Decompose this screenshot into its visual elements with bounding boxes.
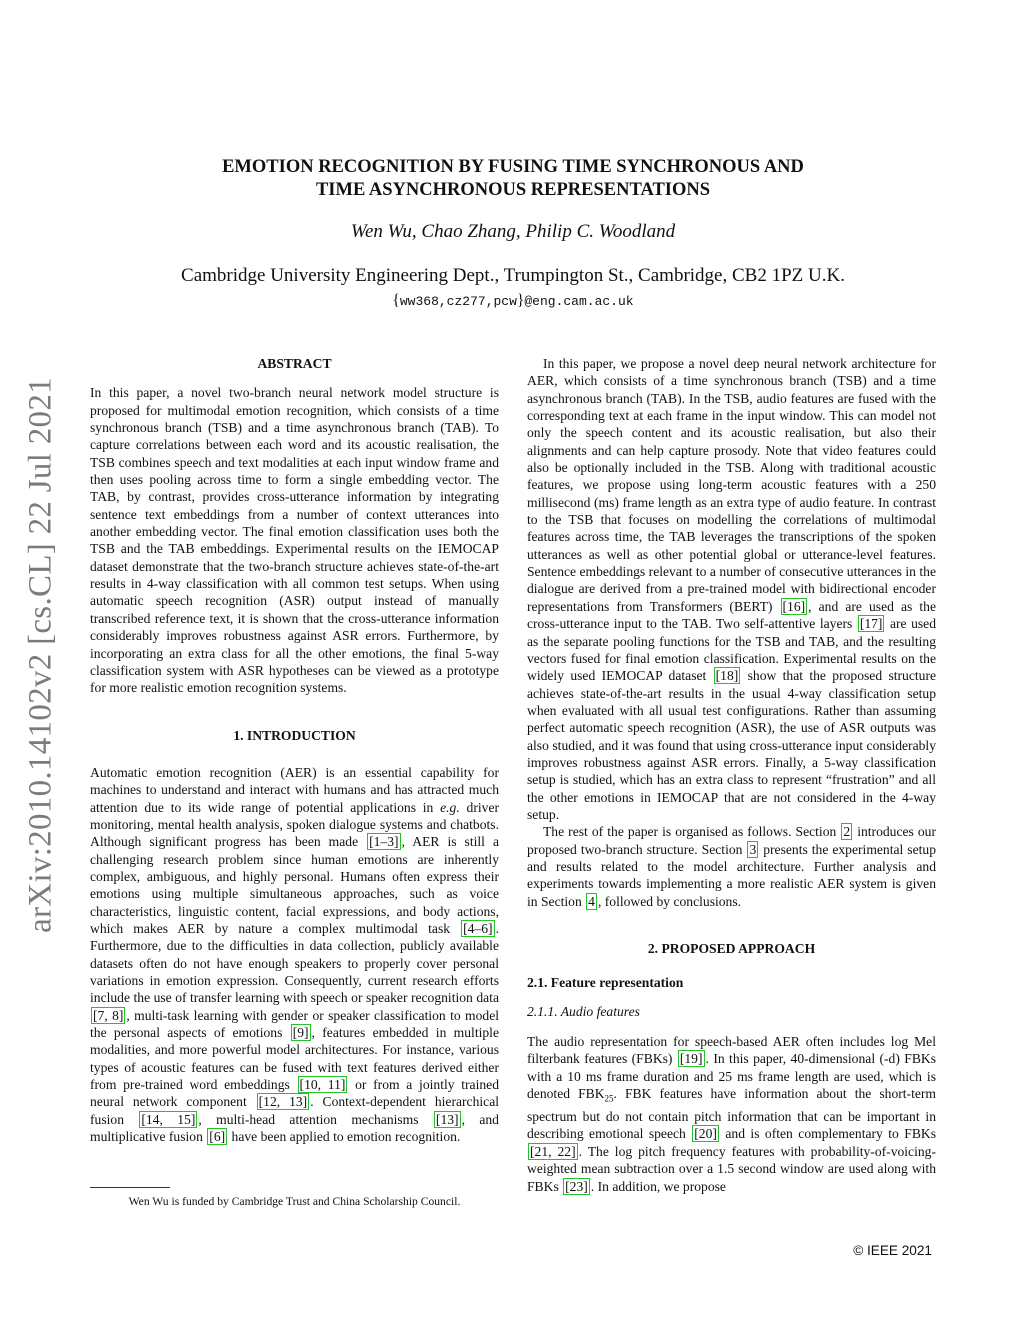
left-column <box>90 355 499 1145</box>
section-2-heading: 2. PROPOSED APPROACH <box>647 941 816 956</box>
intro-text: have been applied to emotion recognition. <box>228 1129 461 1145</box>
body-text: The rest of the paper is organised as follows. Section <box>543 824 841 840</box>
body-text: presents the experimental setup and results related to the model architecture. Further analysis and experiments towards implementing a more realistic AER system is given in Section <box>527 841 936 909</box>
section-link[interactable]: 3 <box>749 841 757 857</box>
subsection-2-1-heading: 2.1. Feature representation <box>527 975 684 991</box>
abstract-heading: ABSTRACT <box>257 356 332 371</box>
outline-paragraph <box>527 823 936 910</box>
intro-text: Automatic emotion recognition (AER) is an essential capability for machines to understand and interact with humans and has attracted much attention due to its wide range of potential applications in <box>90 764 499 815</box>
citation-link[interactable]: [16] <box>782 598 806 614</box>
email-domain: @eng.cam.ac.uk <box>524 294 634 309</box>
citation-link[interactable]: [23] <box>565 1178 588 1194</box>
intro-text: , multi-head attention mechanisms <box>198 1111 433 1127</box>
intro-text: , features embedded in multiple modalities, and more powerful model architectures. For instance, various types of acoustic features can be fused with text features derived either from pre-trained word embeddings <box>90 1025 499 1093</box>
intro-eg: e.g. <box>440 799 460 815</box>
subsubsection-2-1-1-heading: 2.1.1. Audio features <box>527 1003 640 1019</box>
arxiv-stamp <box>6 360 76 950</box>
body-text: , followed by conclusions. <box>597 893 742 909</box>
email-brace-open: { <box>392 292 400 309</box>
body-text: and is often complementary to FBKs <box>719 1126 937 1142</box>
affiliation: Cambridge University Engineering Dept., Trumpington St., Cambridge, CB2 1PZ U.K. <box>181 265 845 286</box>
citation-link[interactable]: [4–6] <box>463 920 493 936</box>
body-text: are used as the separate pooling functions for the TSB and TAB, and the resulting vectors fused for final emotion classification. Experimental results on the widely used IEMOCAP dataset <box>527 616 936 684</box>
intro-text: , multi-task learning with gender or speaker classification to model the personal aspects of emotions <box>90 1007 500 1041</box>
body-text: In this paper, we propose a novel deep neural network architecture for AER, which consists of a time synchronous branch (TSB) and a time asynchronous branch (TAB). In the TSB, audio features are fused with the corresponding text at each frame in the input window. This can model not only the speech content and its acoustic realisation, but also their alignments and can help capture prosody. Note that video features could also be optionally included in the TSB. Along with traditional acoustic features, we propose using long-term acoustic features with a 250 millisecond (ms) frame length as an extra type of audio feature. In contrast to the TSB that focuses on modelling the correlations of multimodal features across time, the TAB leverages the transcriptions of the spoken utterances as well as other potential global or utterance-level features. Sentence embeddings relevant to a number of consecutive utterances in the dialogue are derived from a pre-trained model with bidirectional encoder representations from Transformers (BERT) <box>527 356 936 614</box>
body-text: , and are used as the cross-utterance input to the TAB. Two self-attentive layers <box>527 598 936 632</box>
title-line-2: TIME ASYNCHRONOUS REPRESENTATIONS <box>315 180 711 200</box>
citation-link[interactable]: [7, 8] <box>93 1007 124 1023</box>
proposal-paragraph <box>527 355 936 823</box>
citation-link[interactable]: [1–3] <box>369 834 399 850</box>
footnote: Wen Wu is funded by Cambridge Trust and China Scholarship Council. <box>128 1195 461 1208</box>
arxiv-stamp-text: arXiv:2010.14102v2 [cs.CL] 22 Jul 2021 <box>22 377 59 933</box>
body-text: show that the proposed structure achieves state-of-the-art results in the usual 4-way classification setup when evaluated with all usual test configurations. Rather than assuming perfect automatic speech recognition (ASR), the use of ASR outputs was also studied, and it was found that using cross-utterance input considerably improves robustness against ASR errors. Finally, a 5-way classification setup is studied, which has an extra class to represent “frustration” and all the other emotions in IEMOCAP that are not considered in the 4-way setup. <box>527 668 937 822</box>
body-text: . In this paper, 40-dimensional (-d) FBKs with a 10 ms frame duration and 25 ms frame length are used, which is denoted FBK <box>527 1051 937 1102</box>
right-column <box>527 355 936 1195</box>
intro-text: , AER is still a challenging research problem since human emotions are inherently complex, ambiguous, and highly personal. Humans often express their emotions using multiple simultaneous approaches, such as voice characteristics, linguistic content, facial expressions, and body actions, which makes AER by nature a complex multimodal task <box>90 834 500 936</box>
citation-link[interactable]: [18] <box>715 668 739 684</box>
citation-link[interactable]: [20] <box>694 1126 717 1142</box>
citation-link[interactable]: [17] <box>859 616 883 632</box>
body-text: . The log pitch frequency features with probability-of-voicing-weighted mean subtraction over a 1.5 second window are used along with FBKs <box>527 1143 936 1194</box>
abstract-text: In this paper, a novel two-branch neural network model structure is proposed for multimodal emotion recognition, which consists of a time synchronous branch (TSB) and a time asynchronous branch (TAB). To capture correlations between each word and its acoustic realisation, the TSB combines speech and text modalities at each input window frame and then uses pooling across time to form a single embedding vector. The TAB, by contrast, provides cross-utterance information by integrating sentence text embeddings from a number of context utterances into another embedding vector. The final emotion classification uses both the TSB and the TAB embeddings. Experimental results on the IEMOCAP dataset demonstrate that the two-branch structure achieves state-of-the-art results in 4-way classification with all common test setups. When using automatic speech recognition (ASR) output instead of manually transcribed reference text, it is shown that the cross-utterance information considerably improves robustness against ASR errors. Furthermore, by incorporating an extra class for all the other emotions, the final 5-way classification system with ASR hypotheses can be viewed as a prototype for more realistic emotion recognition systems. <box>90 385 499 696</box>
email-line <box>130 292 896 310</box>
subscript: 25 <box>604 1093 614 1104</box>
intro-text: or from a jointly trained neural network component <box>90 1077 499 1110</box>
body-text: introduces our proposed two-branch structure. Section <box>527 824 937 857</box>
intro-text: , and multiplicative fusion <box>90 1111 499 1145</box>
citation-link[interactable]: [10, 11] <box>299 1077 346 1093</box>
footnote-rule <box>90 1187 170 1188</box>
email-users: ww368,cz277,pcw <box>399 294 517 309</box>
copyright: © IEEE 2021 <box>853 1243 932 1258</box>
intro-heading: 1. INTRODUCTION <box>233 727 356 743</box>
body-text: . In addition, we propose <box>590 1178 726 1194</box>
intro-text: driver monitoring, mental health analysis, spoken dialogue systems and chatbots. Although significant progress has been made <box>90 799 499 850</box>
citation-link[interactable]: [9] <box>292 1025 309 1041</box>
citation-link[interactable]: [13] <box>435 1111 459 1127</box>
intro-paragraph <box>90 764 499 1146</box>
body-text: The audio representation for speech-based AER often includes log Mel filterbank features (FBKs) <box>527 1034 936 1067</box>
citation-link[interactable]: [14, 15] <box>141 1111 196 1127</box>
citation-link[interactable]: [21, 22] <box>530 1143 576 1159</box>
email-brace-close: } <box>516 292 525 309</box>
intro-text: . Furthermore, due to the difficulties in data collection, publicly available datasets often do not have enough speakers to properly cover personal variations in emotion expression. Consequently, current research efforts include the use of transfer learning with speech or speaker recognition data <box>90 920 499 1006</box>
section-link[interactable]: 4 <box>588 893 595 909</box>
body-text: . FBK features have information about the short-term spectrum but do not contain pitch information that can be important in describing emotional speech <box>527 1086 936 1142</box>
authors: Wen Wu, Chao Zhang, Philip C. Woodland <box>350 221 676 242</box>
audio-features-paragraph <box>527 1033 936 1195</box>
citation-link[interactable]: [19] <box>679 1051 703 1067</box>
paper-title <box>130 156 896 202</box>
intro-text: . Context-dependent hierarchical fusion <box>90 1094 499 1127</box>
title-line-1: EMOTION RECOGNITION BY FUSING TIME SYNCHRONOUS AND <box>222 157 804 177</box>
citation-link[interactable]: [6] <box>209 1129 226 1145</box>
section-link[interactable]: 2 <box>843 824 851 840</box>
citation-link[interactable]: [12, 13] <box>258 1094 308 1110</box>
